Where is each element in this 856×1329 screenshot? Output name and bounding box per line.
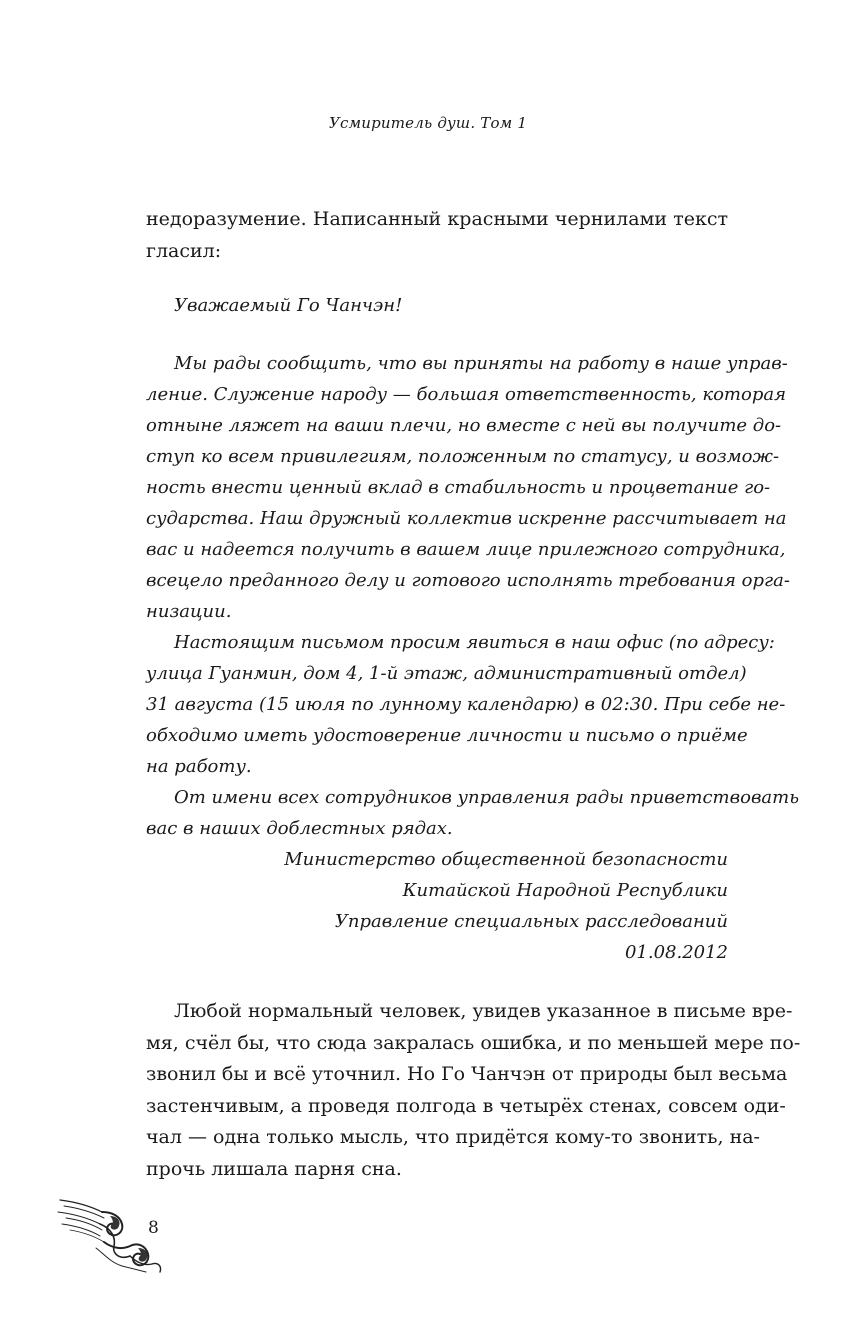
text-line: звонил бы и всё уточнил. Но Го Чанчэн от природы был весьма [146, 1063, 788, 1085]
text-line: низации. [146, 601, 232, 622]
text-line: вас и надеется получить в вашем лице прилежного сотрудника, [146, 539, 786, 560]
text-line: отныне ляжет на ваши плечи, но вместе с ней вы получите до- [146, 415, 782, 436]
text-line: 31 августа (15 июля по лунному календарю) в 02:30. При себе не- [146, 694, 786, 715]
text-line: обходимо иметь удостоверение личности и письмо о приёме [146, 725, 748, 746]
text-line: всецело преданного делу и готового исполнять требования орга- [146, 570, 790, 591]
text-line: Любой нормальный человек, увидев указанное в письме вре- [174, 1000, 793, 1022]
text-line: чал — одна только мысль, что придётся кому-то звонить, на- [146, 1126, 760, 1148]
text-line: ность внести ценный вклад в стабильность и процветание го- [146, 477, 771, 498]
letter-paragraph-3 [146, 782, 800, 844]
text-line: недоразумение. Написанный красными чернилами текст [146, 208, 728, 230]
text-line: на работу. [146, 756, 252, 777]
text-line: сударства. Наш дружный коллектив искренне рассчитывает на [146, 508, 787, 529]
text-line: улица Гуанмин, дом 4, 1-й этаж, административный отдел) [146, 663, 747, 684]
text-line: ступ ко всем привилегиям, положенным по статусу, и возмож- [146, 446, 780, 467]
text-line: застенчивым, а проведя полгода в четырёх стенах, совсем оди- [146, 1094, 786, 1117]
text-line: вас в наших доблестных рядах. [146, 818, 453, 839]
text-line: Мы рады сообщить, что вы приняты на работу в наше управ- [174, 353, 788, 374]
text-line: Настоящим письмом просим явиться в наш офис (по адресу: [174, 632, 775, 653]
text-line: прочь лишала парня сна. [146, 1157, 402, 1180]
text-line: мя, счёл бы, что сюда закралась ошибка, и по меньшей мере по- [146, 1031, 801, 1054]
salutation-text: Уважаемый Го Чанчэн! [174, 295, 403, 316]
letter-paragraph-2 [146, 627, 786, 782]
letter-signature [146, 844, 728, 968]
signature-date: 01.08.2012 [624, 942, 728, 963]
signature-line: Китайской Народной Республики [402, 880, 728, 901]
running-head: Усмиритель душ. Том 1 [328, 114, 528, 132]
text-line: гласил: [146, 239, 222, 262]
opening-paragraph [146, 204, 728, 267]
text-line: ление. Служение народу — большая ответственность, которая [146, 384, 787, 405]
letter-salutation [146, 290, 728, 321]
page-number: 8 [148, 1218, 159, 1238]
signature-line: Управление специальных расследований [334, 911, 728, 932]
text-line: От имени всех сотрудников управления рады приветствовать [174, 787, 800, 808]
letter-paragraph-1 [146, 348, 790, 627]
signature-line: Министерство общественной безопасности [284, 849, 728, 870]
closing-paragraph [146, 996, 801, 1185]
